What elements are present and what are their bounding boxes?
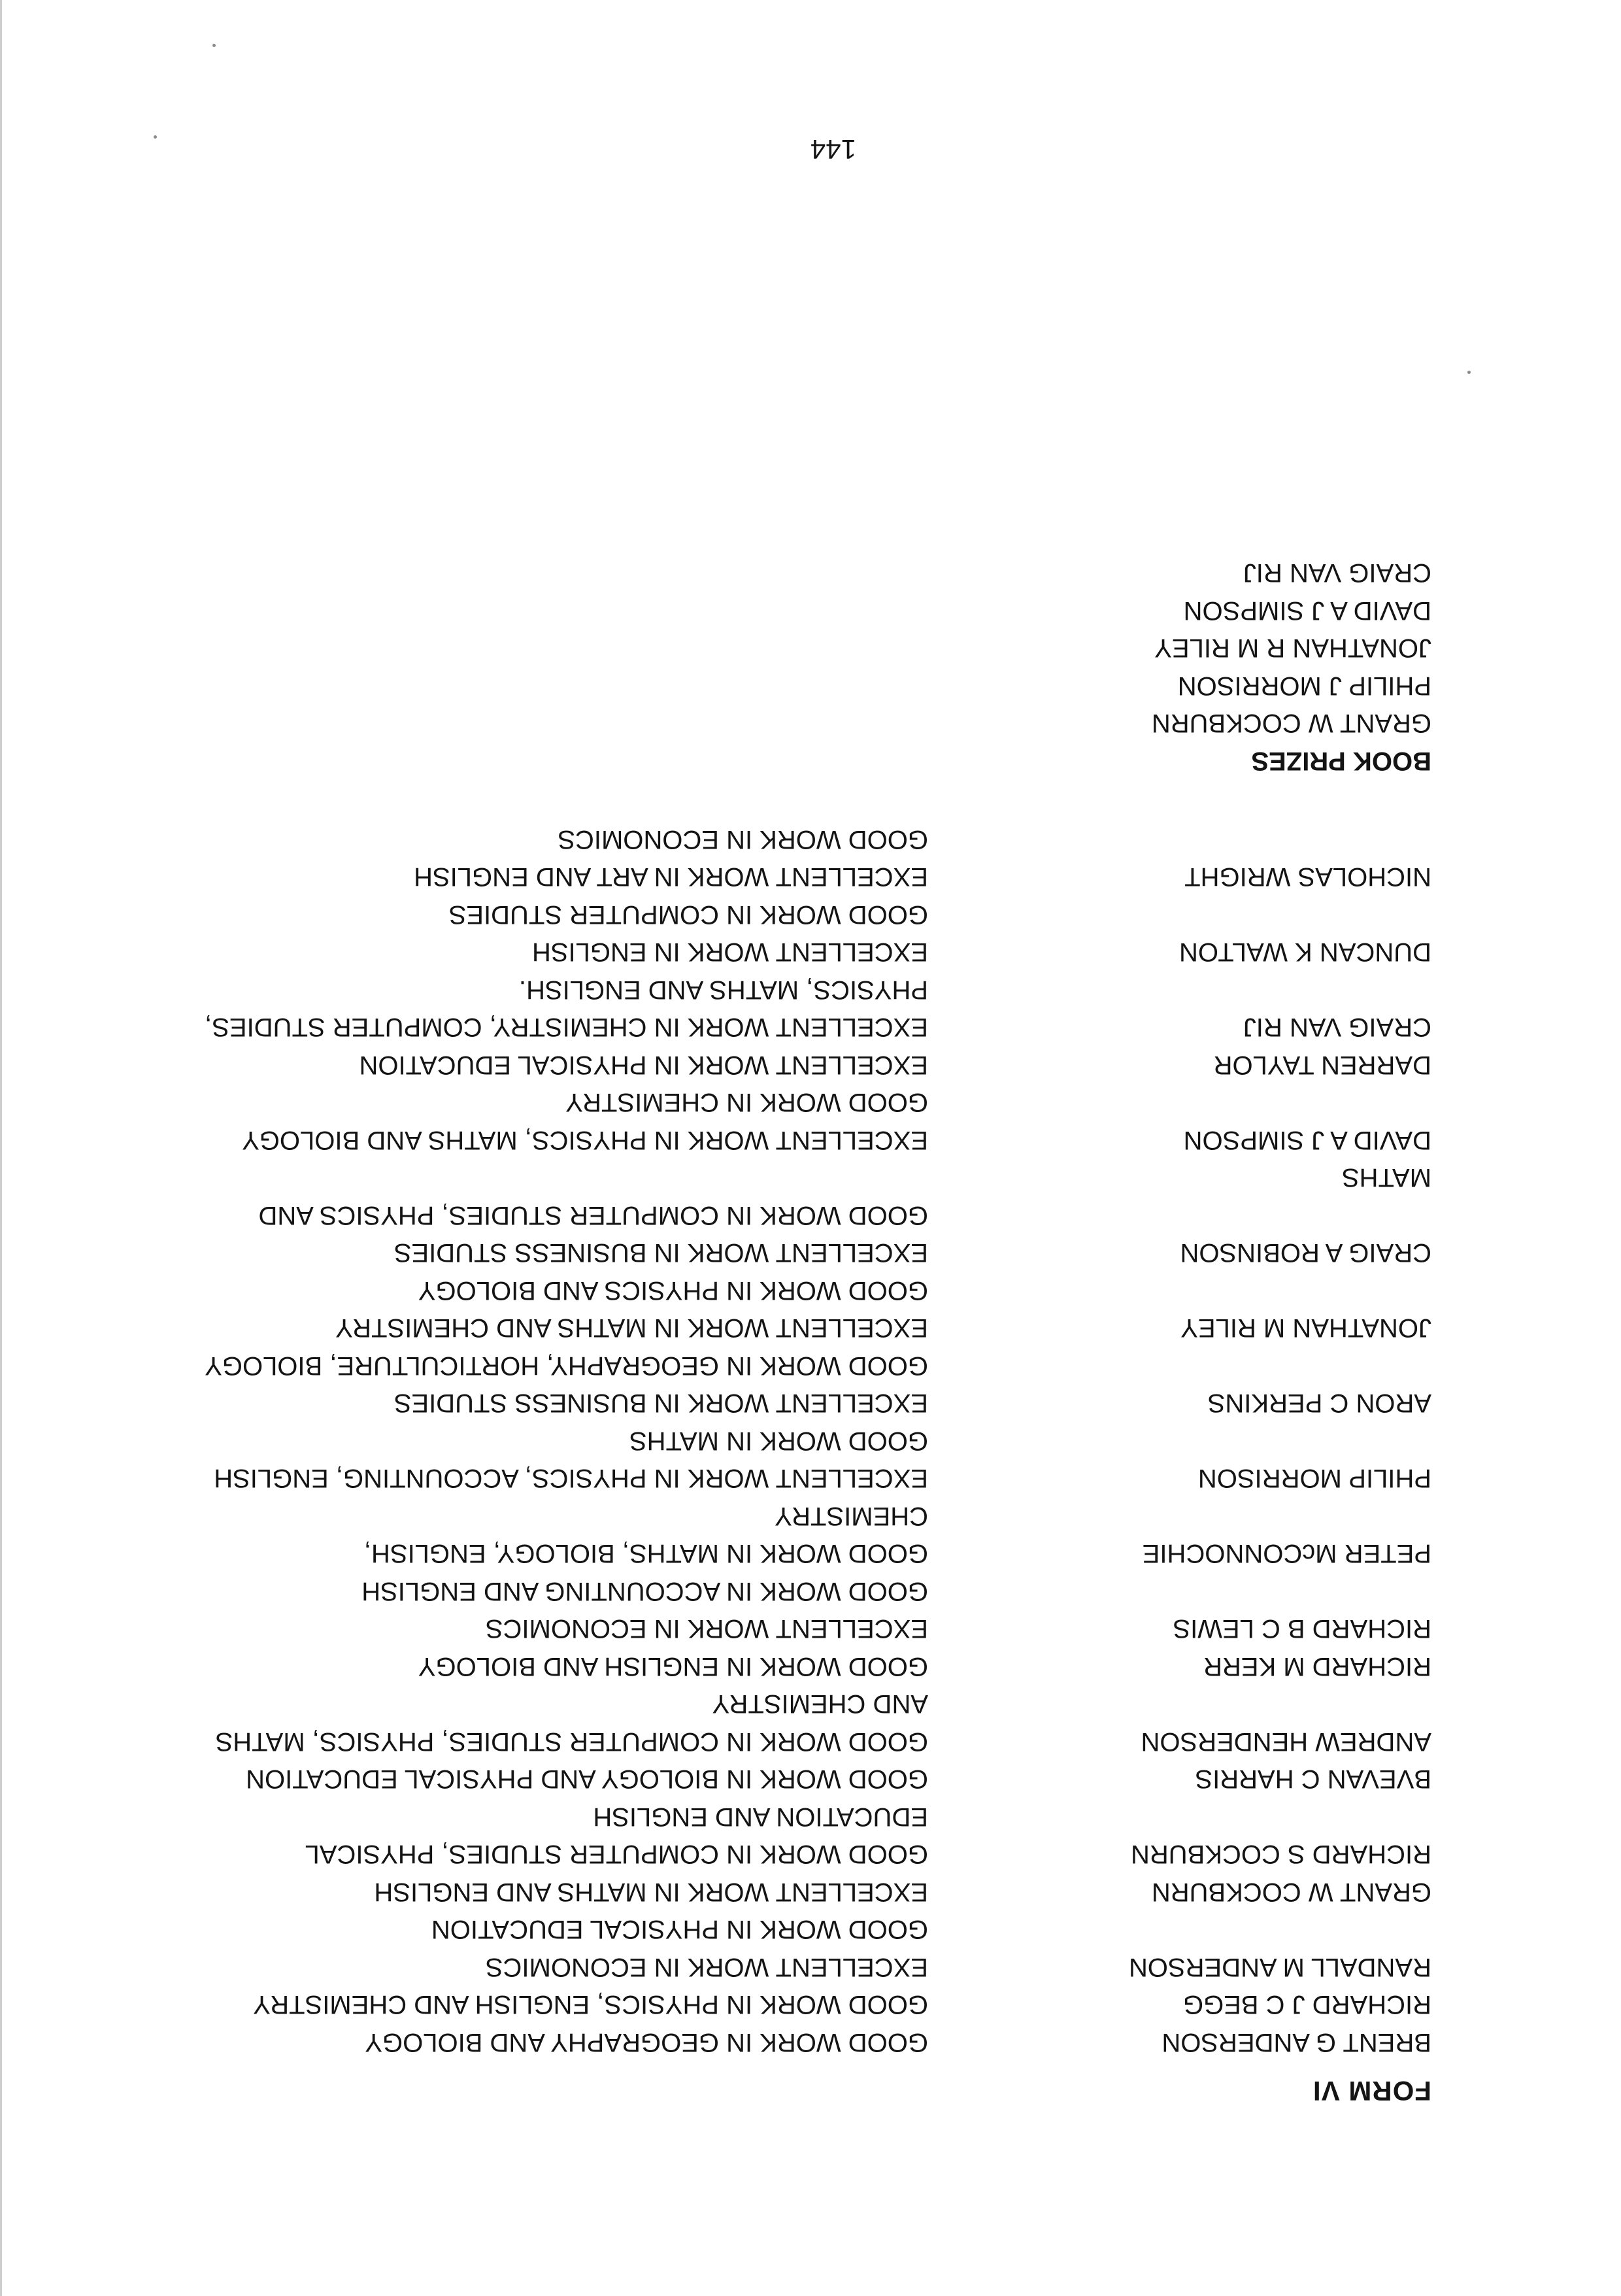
award-description: EXCELLENT WORK IN CHEMISTRY, COMPUTER STUDIES, (205, 1013, 928, 1042)
student-name: PHILIP MORRISON (1197, 1464, 1431, 1493)
award-descriptions (137, 1985, 928, 2023)
award-row (137, 1873, 1431, 1911)
award-names (928, 1910, 1431, 1948)
award-row (137, 1647, 1431, 1685)
award-names (928, 933, 1431, 971)
student-name: NICHOLAS WRIGHT (1184, 862, 1431, 892)
award-names (928, 1384, 1431, 1422)
award-names (928, 2023, 1431, 2061)
book-prize-name: PHILIP J MORRISON (1177, 671, 1431, 700)
award-descriptions (137, 1347, 928, 1422)
award-description: CHEMISTRY (775, 1502, 928, 1530)
award-description: EDUCATION AND ENGLISH (593, 1802, 928, 1831)
award-description: EXCELLENT WORK IN MATHS AND ENGLISH (374, 1878, 928, 1906)
award-row (137, 1196, 1431, 1272)
award-description: GOOD WORK IN ACCOUNTING AND ENGLISH (361, 1577, 928, 1606)
award-description: GOOD WORK IN ENGLISH AND BIOLOGY (418, 1652, 928, 1681)
award-description: GOOD WORK IN ECONOMICS (558, 825, 928, 854)
award-description: GOOD WORK IN COMPUTER STUDIES, PHYSICS AND (258, 1201, 928, 1230)
award-names (928, 1760, 1431, 1798)
award-descriptions (137, 1685, 928, 1760)
award-names (928, 1610, 1431, 1647)
student-name: BRENT G ANDERSON (1161, 2028, 1431, 2057)
award-row (137, 896, 1431, 971)
award-description: GOOD WORK IN COMPUTER STUDIES (448, 900, 928, 929)
award-names (928, 1008, 1431, 1083)
award-row (137, 820, 1431, 896)
student-name: JONATHAN M RILEY (1180, 1313, 1431, 1343)
award-row (137, 1760, 1431, 1798)
award-description: GOOD WORK IN COMPUTER STUDIES, PHYSICAL (305, 1840, 928, 1869)
award-description: GOOD WORK IN COMPUTER STUDIES, PHYSICS, MATHS (215, 1727, 928, 1756)
award-names (928, 1234, 1431, 1272)
award-description: EXCELLENT WORK IN ENGLISH (531, 937, 928, 967)
award-names (928, 1459, 1431, 1497)
book-prizes-list (1152, 554, 1431, 742)
award-row (137, 1422, 1431, 1497)
award-descriptions (137, 1798, 928, 1873)
student-name: BVEVAN C HARRIS (1195, 1764, 1431, 1794)
book-prize-name: DAVID A J SIMPSON (1183, 596, 1431, 625)
award-description: GOOD WORK IN PHYSICS, ENGLISH AND CHEMISTRY (253, 1990, 928, 2019)
award-description: GOOD WORK IN MATHS (629, 1427, 928, 1455)
award-row (137, 1948, 1431, 1986)
award-row (137, 1347, 1431, 1422)
award-description: GOOD WORK IN GEOGRAPHY AND BIOLOGY (365, 2028, 928, 2057)
award-row (137, 971, 1431, 1084)
award-names (928, 1873, 1431, 1911)
award-names (928, 1121, 1431, 1196)
award-descriptions (137, 1083, 928, 1196)
award-descriptions (137, 971, 928, 1084)
award-descriptions (137, 1873, 928, 1911)
award-description: GOOD WORK IN MATHS, BIOLOGY, ENGLISH, (363, 1539, 928, 1568)
award-description: EXCELLENT WORK IN MATHS AND CHEMISTRY (335, 1313, 928, 1343)
award-names (928, 858, 1431, 896)
award-description: EXCELLENT WORK IN BUSINESS STUDIES (393, 1389, 928, 1418)
award-descriptions (137, 896, 928, 971)
book-prizes-heading: BOOK PRIZES (1251, 747, 1431, 775)
page-edge-rule (0, 0, 2, 2296)
award-description: EXCELLENT WORK IN ECONOMICS (485, 1953, 928, 1982)
award-row (137, 1798, 1431, 1873)
student-name: CRAIG VAN RIJ (1243, 1013, 1431, 1042)
student-name: DAVID A J SIMPSON (1183, 1126, 1431, 1155)
award-descriptions (137, 1196, 928, 1272)
student-name: DUNCAN K WALTON (1179, 937, 1431, 967)
student-name: RICHARD M KERR (1203, 1652, 1431, 1681)
form-heading: FORM VI (1312, 2076, 1431, 2106)
award-description: PHYSICS, MATHS AND ENGLISH. (518, 975, 928, 1004)
award-description: EXCELLENT WORK IN ECONOMICS (485, 1614, 928, 1644)
award-descriptions (137, 1497, 928, 1572)
award-description: EXCELLENT WORK IN PHYSICAL EDUCATION (359, 1051, 928, 1079)
award-description: GOOD WORK IN GEOGRAPHY, HORTICULTURE, BIOLOGY (205, 1351, 928, 1380)
award-descriptions (137, 1948, 928, 1986)
award-descriptions (137, 1272, 928, 1347)
student-name: GRANT W COCKBURN (1151, 1878, 1431, 1906)
award-description: GOOD WORK IN BIOLOGY AND PHYSICAL EDUCATION (246, 1764, 928, 1794)
student-name: RICHARD S COCKBURN (1130, 1840, 1431, 1869)
award-row (137, 1985, 1431, 2023)
book-prizes-section (1152, 554, 1431, 779)
student-name: PETER McCONNOCHIE (1142, 1539, 1431, 1568)
award-description (137, 1158, 928, 1196)
award-descriptions (137, 2023, 928, 2061)
award-description: AND CHEMISTRY (712, 1689, 928, 1719)
student-name: MATHS (1341, 1163, 1431, 1192)
award-descriptions (137, 820, 928, 896)
award-names (928, 1647, 1431, 1685)
awards-list (137, 820, 1431, 2061)
award-names (928, 1985, 1431, 2023)
student-name: ARON C PERKINS (1207, 1389, 1431, 1418)
student-name: CRAIG A ROBINSON (1180, 1238, 1431, 1268)
scan-speck (212, 44, 216, 47)
student-name: ANDREW HENDERSON (1141, 1727, 1431, 1756)
award-descriptions (137, 1760, 928, 1798)
award-row (137, 1272, 1431, 1347)
book-prize-name: CRAIG VAN RIJ (1243, 558, 1431, 588)
award-names (928, 1723, 1431, 1761)
award-names (928, 1948, 1431, 1986)
student-name: RICHARD J C BEGG (1182, 1990, 1431, 2019)
award-descriptions (137, 1910, 928, 1948)
award-row (137, 1685, 1431, 1760)
award-description: EXCELLENT WORK IN BUSINESS STUDIES (393, 1238, 928, 1268)
award-description: EXCELLENT WORK IN PHYSICS, MATHS AND BIOLOGY (242, 1126, 928, 1155)
award-names (928, 1534, 1431, 1572)
student-name: DARREN TAYLOR (1213, 1051, 1431, 1079)
award-description: GOOD WORK IN PHYSICAL EDUCATION (431, 1915, 928, 1944)
award-descriptions (137, 1572, 928, 1647)
award-description: GOOD WORK IN CHEMISTRY (565, 1088, 928, 1117)
student-name (928, 1910, 1431, 1948)
book-prize-name: JONATHAN R M RILEY (1154, 633, 1431, 663)
award-descriptions (137, 1647, 928, 1685)
award-names (928, 1309, 1431, 1347)
student-name: RANDALL M ANDERSON (1128, 1953, 1431, 1982)
award-row (137, 1910, 1431, 1948)
award-descriptions (137, 1422, 928, 1497)
award-row (137, 1572, 1431, 1647)
award-row (137, 1497, 1431, 1572)
award-row (137, 2023, 1431, 2061)
scan-speck (154, 135, 157, 139)
student-name: RICHARD B C LEWIS (1173, 1614, 1431, 1644)
scan-speck (1467, 371, 1471, 374)
award-row (137, 1083, 1431, 1196)
award-description: GOOD WORK IN PHYSICS AND BIOLOGY (418, 1276, 928, 1305)
award-description: EXCELLENT WORK IN ART AND ENGLISH (414, 862, 928, 892)
award-names (928, 1835, 1431, 1873)
page-number: 144 (810, 134, 856, 165)
book-prize-name: GRANT W COCKBURN (1151, 709, 1431, 738)
award-description: EXCELLENT WORK IN PHYSICS, ACCOUNTING, ENGLISH (214, 1464, 928, 1493)
